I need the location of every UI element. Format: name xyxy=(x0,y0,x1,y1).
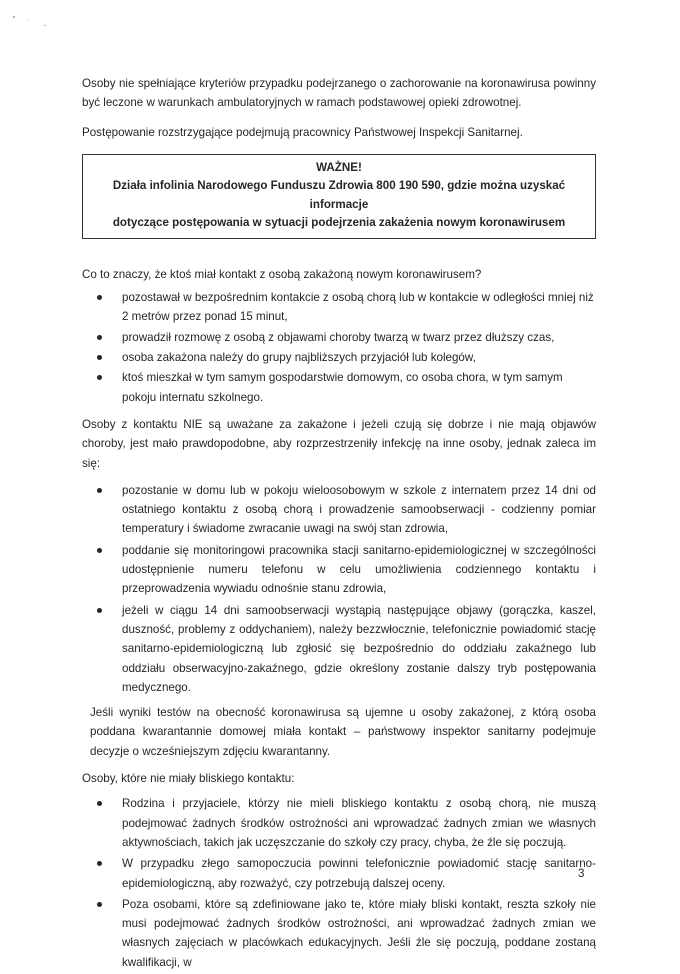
scan-speck xyxy=(27,20,28,21)
no-close-contact-list xyxy=(82,794,596,972)
list-item: pozostawał w bezpośrednim kontakcie z osobą chorą lub w kontakcie w odległości mniej niż 2 metrów przez ponad 15 minut, xyxy=(82,288,596,327)
scan-speck xyxy=(44,25,46,26)
list-item: pozostanie w domu lub w pokoju wieloosobowym w szkole z internatem przez 14 dni od ostatniego kontaktu z osobą chorą i prowadzenie samoobserwacji - codzienny pomiar temperatury i świadome zwracanie uwagi na swój stan zdrowia, xyxy=(82,481,596,539)
contact-criteria-list xyxy=(82,288,596,407)
important-notice-box xyxy=(82,154,596,239)
no-close-contact-heading: Osoby, które nie miały bliskiego kontaktu: xyxy=(82,772,295,786)
page-number: 3 xyxy=(578,867,585,880)
list-item: Rodzina i przyjaciele, którzy nie mieli bliskiego kontaktu z osobą chorą, nie muszą podejmować żadnych środków ostrożności ani wprowadzać żadnych zmian we własnych aktywnościach, takich jak uczęszczanie do szkoły czy pracy, chyba, że źle się poczują. xyxy=(82,794,596,852)
contact-question: Co to znaczy, że ktoś miał kontakt z osobą zakażoną nowym koronawirusem? xyxy=(82,267,482,281)
list-item: W przypadku złego samopoczucia powinni telefonicznie powiadomić stację sanitarno-epidemiologiczną, aby rozważyć, czy potrzebują dalszej oceny. xyxy=(82,854,596,893)
paragraph-sanitary-inspection: Postępowanie rozstrzygające podejmują pracownicy Państwowej Inspekcji Sanitarnej. xyxy=(82,125,523,139)
notice-line: Działa infolinia Narodowego Funduszu Zdrowia 800 190 590, gdzie można uzyskać informacje xyxy=(112,179,566,211)
paragraph-ambulatory-care: Osoby nie spełniające kryteriów przypadku podejrzanego o zachorowanie na koronawirusa powinny być leczone w warunkach ambulatoryjnych w ramach podstawowej opieki zdrowotnej. xyxy=(82,77,596,110)
notice-title: WAŻNE! xyxy=(316,160,362,174)
list-item: Poza osobami, które są zdefiniowane jako te, które miały bliski kontakt, reszta szkoły nie musi podejmować żadnych środków ostrożności, ani wprowadzać żadnych zmian we własnych zajęciach w placówkach edukacyjnych. Jeśli źle się poczują, poddane zostaną kwalifikacji, w xyxy=(82,895,596,972)
paragraph-contacts-not-infected: Osoby z kontaktu NIE są uważane za zakażone i jeżeli czują się dobrze i nie mają objawów choroby, jest mało prawdopodobne, aby rozprzestrzeniły infekcję na inne osoby, jednak zaleca im się: xyxy=(82,417,596,470)
list-item: osoba zakażona należy do grupy najbliższych przyjaciół lub kolegów, xyxy=(82,348,596,367)
scan-speck xyxy=(13,16,15,18)
notice-line: dotyczące postępowania w sytuacji podejrzenia zakażenia nowym koronawirusem xyxy=(112,216,566,230)
document-body xyxy=(82,74,596,974)
recommendations-list xyxy=(82,481,596,697)
list-item: jeżeli w ciągu 14 dni samoobserwacji wystąpią następujące objawy (gorączka, kaszel, duszność, problemy z oddychaniem), należy bezzwłocznie, telefonicznie powiadomić stację sanitarno-epidemiologiczną lub zgłosić się bezpośrednio do oddziału zakaźnego lub oddziału obserwacyjno-zakaźnego, gdzie określony zostanie dalszy tryb postępowania medycznego. xyxy=(82,601,596,697)
list-item: ktoś mieszkał w tym samym gospodarstwie domowym, co osoba chora, w tym samym pokoju internatu szkolnego. xyxy=(82,368,596,407)
list-item: prowadził rozmowę z osobą z objawami choroby twarzą w twarz przez dłuższy czas, xyxy=(82,328,596,347)
list-item: poddanie się monitoringowi pracownika stacji sanitarno-epidemiologicznej w szczególności udostępnienie numeru telefonu w celu umożliwienia codziennego kontaktu i przeprowadzenia wywiadu odnośnie stanu zdrowia, xyxy=(82,541,596,599)
paragraph-quarantine-release: Jeśli wyniki testów na obecność koronawirusa są ujemne u osoby zakażonej, z którą osoba poddana kwarantannie domowej miała kontakt – państwowy inspektor sanitarny podejmuje decyzje o wcześniejszym zdjęciu kwarantanny. xyxy=(90,706,596,758)
